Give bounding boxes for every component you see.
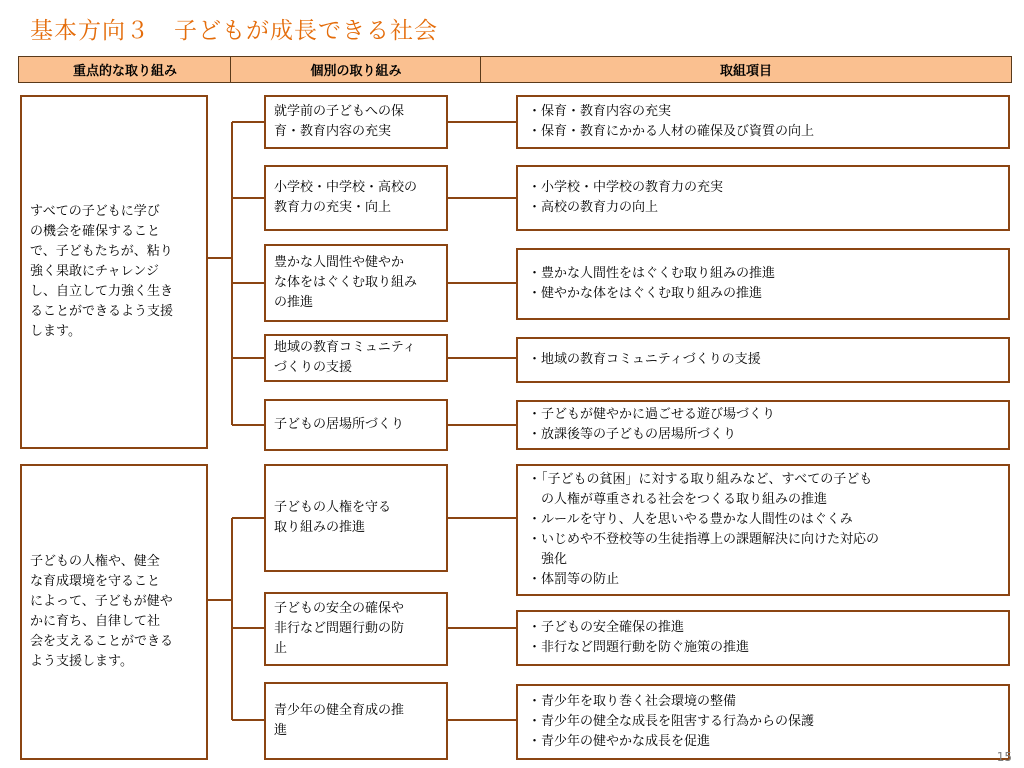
items-text: ・青少年を取り巻く社会環境の整備 ・青少年の健全な成長を阻害する行為からの保護 ・青少年の健やかな成長を促進 — [528, 694, 815, 749]
priority-text: すべての子どもに学び の機会を確保すること で、子どもたちが、粘り 強く果敢にチャレンジ し、自立して力強く生き ることができるよう支援 します。 — [30, 204, 174, 339]
action-text: 就学前の子どもへの保 育・教育内容の充実 — [274, 104, 405, 139]
items-box — [516, 684, 1010, 760]
items-box — [516, 337, 1010, 383]
header-action: 個別の取り組み — [230, 56, 482, 83]
header-priority: 重点的な取り組み — [18, 56, 232, 83]
items-box — [516, 610, 1010, 666]
page-number: 15 — [996, 750, 1012, 764]
action-box — [264, 592, 448, 666]
action-box — [264, 95, 448, 149]
items-text: ・保育・教育内容の充実 ・保育・教育にかかる人材の確保及び資質の向上 — [528, 104, 815, 139]
action-text: 青少年の健全育成の推 進 — [274, 703, 405, 738]
action-text: 地域の教育コミュニティ づくりの支援 — [274, 340, 416, 375]
items-text: ・地域の教育コミュニティづくりの支援 — [528, 352, 761, 367]
action-text: 子どもの居場所づくり — [274, 417, 405, 432]
action-box — [264, 399, 448, 451]
items-text: ・子どもが健やかに過ごせる遊び場づくり ・放課後等の子どもの居場所づくり — [528, 407, 776, 442]
action-text: 子どもの人権を守る 取り組みの推進 — [274, 500, 392, 535]
action-text: 小学校・中学校・高校の 教育力の充実・向上 — [274, 180, 418, 215]
page-title: 基本方向３ 子どもが成長できる社会 — [30, 18, 438, 44]
action-text: 子どもの安全の確保や 非行など問題行動の防 止 — [274, 601, 405, 656]
items-box — [516, 464, 1010, 596]
items-box — [516, 95, 1010, 149]
items-box — [516, 248, 1010, 320]
items-text: ・「子どもの貧困」に対する取り組みなど、すべての子ども の人権が尊重される社会をつくる取り組みの推進 ・ルールを守り、人を思いやる豊かな人間性のはぐくみ ・いじめや不登校等の生徒指導上の課題解決に向けた対応の 強化 ・体罰等の防止 — [528, 472, 880, 587]
items-text: ・小学校・中学校の教育力の充実 ・高校の教育力の向上 — [528, 180, 724, 215]
action-text: 豊かな人間性や健やか な体をはぐくむ取り組み の推進 — [274, 255, 418, 310]
action-box — [264, 244, 448, 322]
action-box — [264, 682, 448, 760]
priority-text: 子どもの人権や、健全 な育成環境を守ること によって、子どもが健や かに育ち、自律して社 会を支えることができる よう支援します。 — [30, 554, 174, 669]
priority-box-1 — [20, 95, 208, 449]
priority-box-2 — [20, 464, 208, 760]
items-box — [516, 165, 1010, 231]
action-box — [264, 334, 448, 382]
action-box — [264, 464, 448, 572]
items-text: ・子どもの安全確保の推進 ・非行など問題行動を防ぐ施策の推進 — [528, 620, 750, 655]
items-box — [516, 400, 1010, 450]
action-box — [264, 165, 448, 231]
header-items: 取組項目 — [480, 56, 1012, 83]
items-text: ・豊かな人間性をはぐくむ取り組みの推進 ・健やかな体をはぐくむ取り組みの推進 — [528, 266, 776, 301]
